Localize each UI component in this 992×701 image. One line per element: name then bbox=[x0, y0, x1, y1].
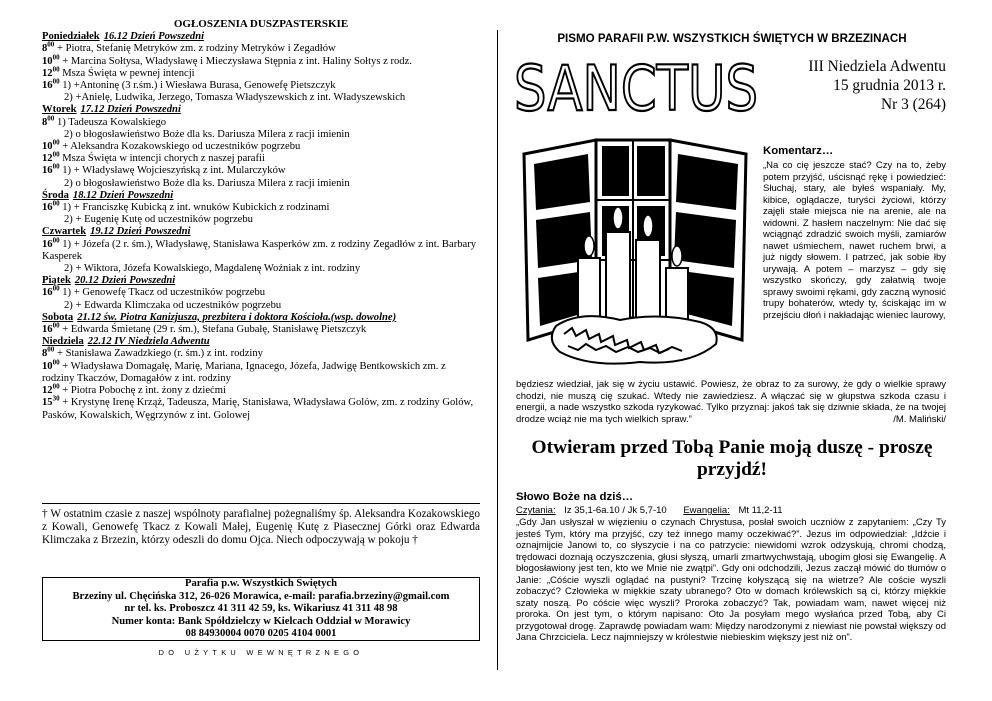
day-heading bbox=[42, 336, 480, 348]
mass-hour: 16 bbox=[42, 238, 53, 250]
mass-intention bbox=[42, 394, 480, 421]
readings-refs: Iz 35,1-6a.10 / Jk 5,7-10 bbox=[564, 505, 667, 516]
memorial-note: † W ostatnim czasie z naszej wspólnoty parafialnej pożegnaliśmy śp. Aleksandra Kozakowskiego z Kowali, Genowefę Tkacz z Kowali Małej, Eugenię Kutę z Piasecznej Górki oraz Edwarda Klimczaka z Brzezin, którzy odeszli do domu Ojca. Niech odpoczywają w pokoju † bbox=[42, 508, 480, 547]
issue-info bbox=[758, 58, 946, 114]
word-of-god-title: Słowo Boże na dziś… bbox=[516, 491, 634, 503]
mass-intention bbox=[42, 40, 480, 55]
day-name: Piątek bbox=[42, 275, 71, 287]
mass-hour: 12 bbox=[42, 67, 53, 79]
issue-number: Nr 3 (264) bbox=[881, 95, 946, 113]
logo-text: SANCTUS bbox=[514, 52, 758, 125]
day-date: 22.12 IV Niedziela Adwentu bbox=[87, 336, 210, 348]
mass-intention bbox=[42, 263, 480, 275]
mass-intention bbox=[42, 150, 480, 165]
intention-text: Msza Święta w intencji chorych z naszej parafii bbox=[59, 153, 265, 165]
mass-minutes: 00 bbox=[52, 53, 60, 62]
intention-text: 2) + Eugenię Kutę od uczestników pogrzebu bbox=[64, 214, 253, 226]
mass-minutes: 00 bbox=[47, 345, 55, 354]
intention-text: 2) + Edwarda Klimczaka od uczestników pogrzebu bbox=[64, 299, 282, 311]
day-date: 19.12 Dzień Powszedni bbox=[90, 226, 191, 238]
mass-hour: 16 bbox=[42, 324, 53, 336]
intention-text: 1) +Antoninę (3 r.śm.) i Wiesława Burasa, Genowefę Pietszczyk bbox=[59, 80, 336, 92]
day-block bbox=[42, 31, 480, 104]
readings-line bbox=[516, 505, 946, 517]
mass-intention bbox=[42, 345, 480, 360]
mass-intention bbox=[42, 382, 480, 397]
day-heading bbox=[42, 190, 480, 202]
mass-intention bbox=[42, 129, 480, 141]
mass-minutes: 00 bbox=[52, 162, 60, 171]
mass-hour: 16 bbox=[42, 202, 53, 214]
gospel-label: Ewangelia: bbox=[683, 505, 730, 516]
mass-minutes: 00 bbox=[52, 284, 60, 293]
day-name: Sobota bbox=[42, 311, 74, 323]
masthead: PISMO PARAFII P.W. WSZYSTKICH ŚWIĘTYCH W BRZEZINACH bbox=[557, 32, 907, 45]
mass-intention bbox=[42, 199, 480, 214]
day-date: 18.12 Dzień Powszedni bbox=[72, 189, 174, 201]
day-list bbox=[42, 31, 480, 422]
mass-minutes: 00 bbox=[52, 358, 60, 367]
intention-text: + Aleksandra Kozakowskiego od uczestników pogrzebu bbox=[59, 141, 301, 153]
mass-hour: 10 bbox=[42, 360, 53, 372]
intention-text: 2) + Wiktora, Józefa Kowalskiego, Magdalenę Woźniak z int. rodziny bbox=[64, 263, 361, 275]
parish-name: Parafia p.w. Wszystkich Świętych bbox=[185, 578, 337, 589]
day-heading bbox=[42, 31, 480, 43]
advent-candles-illustration bbox=[520, 140, 750, 378]
intention-text: 1) + Józefa (2 r. śm.), Władysławę, Stanisława Kasperków zm. z rodziny Zegadłów z int. Barbary Kasperek bbox=[42, 238, 477, 262]
mass-minutes: 00 bbox=[52, 150, 60, 159]
mass-minutes: 00 bbox=[52, 321, 60, 330]
day-block bbox=[42, 312, 480, 336]
bank-account: 08 84930004 0070 0205 4104 0001 bbox=[185, 628, 337, 640]
column-divider bbox=[497, 30, 498, 670]
commentary-text-bottom bbox=[516, 379, 946, 425]
issue-sunday: III Niedziela Adwentu bbox=[808, 58, 946, 75]
parish-contact-box bbox=[42, 577, 480, 641]
day-heading bbox=[42, 104, 480, 116]
day-name: Czwartek bbox=[42, 226, 87, 238]
day-heading bbox=[42, 275, 480, 287]
mass-intention bbox=[42, 162, 480, 177]
day-block bbox=[42, 226, 480, 275]
announcements-column bbox=[42, 18, 480, 422]
mass-hour: 10 bbox=[42, 55, 53, 67]
mass-intention bbox=[42, 321, 480, 336]
mass-intention bbox=[42, 358, 480, 385]
intention-text: + Piotra Pobochę z int. żony z dziećmi bbox=[59, 385, 226, 397]
bank-name: Numer konta: Bank Spółdzielczy w Kielcach Oddział w Morawicy bbox=[111, 615, 411, 627]
mass-intention bbox=[42, 178, 480, 190]
mass-minutes: 00 bbox=[47, 40, 55, 49]
mass-hour: 16 bbox=[42, 165, 53, 177]
announcements-title: OGŁOSZENIA DUSZPASTERSKIE bbox=[173, 18, 349, 30]
intention-text: 1) + Władysławę Wojcieszyńską z int. Mularczyków bbox=[59, 165, 286, 177]
divider-line bbox=[42, 503, 480, 504]
mass-hour: 12 bbox=[42, 153, 53, 165]
commentary-title: Komentarz… bbox=[763, 145, 834, 157]
gospel-text: „Gdy Jan usłyszał w więzieniu o czynach Chrystusa, posłał swoich uczniów z zapytaniem: „Czy Ty jesteś Tym, który ma przyjść, czy też innego mamy oczekiwać?”. Jezus im odpowiedział: „Idźcie i oznajmijcie Janowi to, co słyszycie i na co patrzycie: niewidomi wzrok odzyskują, chromi chodzą, trędowaci doznają oczyszczenia, głusi słyszą, umarli zmartwychwstają, ubogim głosi się Ewangelię. A błogosławiony jest ten, kto we Mnie nie zwątpi”. Gdy oni odchodzili, Jezus zaczął mówić do tłumów o Janie: „Cóście wyszli oglądać na pustyni? Trzcinę kołyszącą się na wietrze? Ale coście wyszli zobaczyć? Człowieka w miękkie szaty ubranego? Oto w domach królewskich są ci, którzy miękkie szaty noszą. Po cóście więc wyszli? Proroka zobaczyć? Tak, powiadam wam, nawet więcej niż proroka. On jest tym, o którym napisano: Oto Ja posyłam mego wysłańca przed Tobą, aby Ci przygotował drogę. Zaprawdę powiadam wam: Między narodzonymi z niewiast nie powstał większy od Jana Chrzciciela. Lecz najmniejszy w królestwie niebieskim większy jest niż on”. bbox=[516, 517, 946, 643]
intention-text: 1) Tadeusza Kowalskiego bbox=[54, 116, 167, 128]
day-name: Środa bbox=[42, 189, 69, 201]
intention-text: + Piotra, Stefanię Metryków zm. z rodziny Metryków i Zegadłów bbox=[54, 43, 336, 55]
day-name: Niedziela bbox=[42, 336, 84, 348]
day-name: Wtorek bbox=[42, 104, 77, 116]
commentary-author: /M. Maliński/ bbox=[893, 413, 946, 425]
internal-use-note: DO UŻYTKU WEWNĘTRZNEGO bbox=[158, 648, 364, 657]
day-block bbox=[42, 336, 480, 421]
commentary-text-top: „Na co cię jeszcze stać? Czy na to, żeby potem przyjść, uścisnąć rękę i powiedzieć: Słuchaj, stary, ale byłeś wspaniały. My, kibice, oglądacze, turyści życiowi, którzy zajęli stałe miejsca nie na arenie, ale na widowni. Z hasłem naczelnym: Nie dać się wciągnąć zdradzić swoich myśli, zamiarów nawet uśmiechem, nawet ruchem brwi, a już nigdy słowem. I patrzeć, jak sobie łby urywają. A potem – marzysz – gdy się wszystko skończy, gdy załatwią twoje sprawy swoimi rękami, gdy zaczną wynosić trupy bohaterów, wtedy ty, ściskając im w przejściu dłoń i nakładając wieniec laurowy, bbox=[763, 160, 946, 321]
commentary-continuation: będziesz wiedział, jak się w życiu ustawić. Powiesz, że obraz to za surowy, że gdy o wielkie sprawy chodzi, nie muszą cię szukać. Wtedy nie zawiedziesz. A włączać się w głupstwa szkoda czasu i energii, a nade wszystko szkoda ryzykować. Tylko przyznaj: jakoś tak się dziwnie składa, że na twojej drodze wciąż nie ma tych wielkich spraw.” bbox=[516, 379, 946, 425]
mass-minutes: 00 bbox=[52, 199, 60, 208]
mass-hour: 10 bbox=[42, 141, 53, 153]
day-name: Poniedziałek bbox=[42, 31, 100, 43]
mass-minutes: 00 bbox=[52, 236, 60, 245]
mass-hour: 16 bbox=[42, 80, 53, 92]
mass-minutes: 00 bbox=[52, 382, 60, 391]
mass-minutes: 00 bbox=[52, 138, 60, 147]
mass-intention bbox=[42, 138, 480, 153]
intention-text: 2) o błogosławieństwo Boże dla ks. Dariusza Milera z racji imienin bbox=[64, 128, 350, 140]
day-date: 16.12 Dzień Powszedni bbox=[103, 31, 205, 43]
mass-intention bbox=[42, 236, 480, 263]
mass-intention bbox=[42, 77, 480, 92]
day-block bbox=[42, 104, 480, 189]
mass-intention bbox=[42, 214, 480, 226]
day-date: 17.12 Dzień Powszedni bbox=[80, 104, 181, 116]
intention-text: + Władysława Domagałę, Marię, Mariana, Ignacego, Józefa, Jadwigę Bentkowskich zm. z rodziny Tkaczów, Domagałów z int. rodziny bbox=[42, 360, 446, 384]
mass-minutes: 00 bbox=[52, 77, 60, 86]
mass-hour: 12 bbox=[42, 385, 53, 397]
issue-date: 15 grudnia 2013 r. bbox=[833, 76, 946, 94]
mass-intention bbox=[42, 53, 480, 68]
mass-hour: 8 bbox=[42, 348, 48, 360]
gospel-ref: Mt 11,2-11 bbox=[738, 505, 783, 516]
intention-text: + Stanisława Zawadzkiego (r. śm.) z int. rodziny bbox=[54, 348, 263, 360]
intention-text: 1) + Genowefę Tkacz od uczestników pogrzebu bbox=[59, 287, 266, 299]
intention-text: + Krystynę Irenę Krząż, Tadeusza, Marię, Stanisława, Władysława Golów, zm. z rodziny Golów, Pasków, Kowalskich, Węgrzynów z int. Golowej bbox=[42, 397, 474, 421]
intention-text: 1) + Franciszkę Kubicką z int. wnuków Kubickich z rodzinami bbox=[59, 202, 330, 214]
day-block bbox=[42, 275, 480, 312]
day-block bbox=[42, 190, 480, 227]
mass-intention bbox=[42, 65, 480, 80]
day-date: 21.12 św. Piotra Kanizjusza, prezbitera i doktora Kościoła.(wsp. dowolne) bbox=[77, 311, 397, 323]
day-heading bbox=[42, 312, 480, 324]
mass-hour: 8 bbox=[42, 116, 48, 128]
parish-address: Brzeziny ul. Chęcińska 312, 26-026 Morawica, e-mail: parafia.brzeziny@gmail.com bbox=[72, 590, 450, 602]
mass-intention bbox=[42, 300, 480, 312]
intention-text: + Edwarda Śmietanę (29 r. śm.), Stefana Gubałę, Stanisławę Pietszczyk bbox=[59, 324, 367, 336]
mass-minutes: 00 bbox=[52, 65, 60, 74]
mass-intention bbox=[42, 92, 480, 104]
parish-phones: nr tel. ks. Proboszcz 41 311 42 59, ks. Wikariusz 41 311 48 98 bbox=[124, 603, 398, 615]
mass-hour: 8 bbox=[42, 43, 48, 55]
readings-label: Czytania: bbox=[516, 505, 556, 516]
day-date: 20.12 Dzień Powszedni bbox=[74, 275, 176, 287]
headline: Otwieram przed Tobą Panie moją duszę - proszę przyjdź! bbox=[531, 437, 933, 480]
intention-text: Msza Święta w pewnej intencji bbox=[59, 67, 195, 79]
intention-text: 2) o błogosławieństwo Boże dla ks. Dariusza Milera z racji imienin bbox=[64, 177, 350, 189]
intention-text: 2) +Anielę, Ludwika, Jerzego, Tomasza Władyszewskich z int. Władyszewskich bbox=[64, 92, 406, 104]
intention-text: + Marcina Sołtysa, Władysławę i Mieczysława Stępnia z int. Haliny Sołtys z rodz. bbox=[59, 55, 412, 67]
day-heading bbox=[42, 226, 480, 238]
sanctus-logo bbox=[512, 52, 762, 125]
mass-minutes: 30 bbox=[52, 394, 60, 403]
mass-intention bbox=[42, 284, 480, 299]
mass-minutes: 00 bbox=[47, 114, 55, 123]
mass-hour: 16 bbox=[42, 287, 53, 299]
mass-intention bbox=[42, 114, 480, 129]
mass-hour: 15 bbox=[42, 397, 53, 409]
